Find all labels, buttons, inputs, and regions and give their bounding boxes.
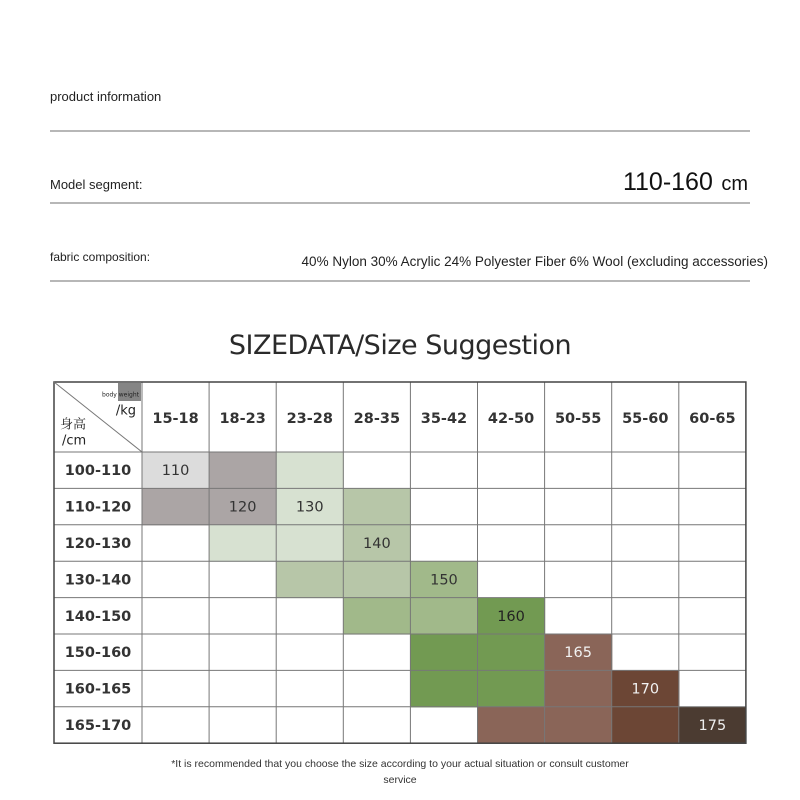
size-label: 130 bbox=[295, 499, 324, 516]
weight-column-header: 50-55 bbox=[554, 411, 602, 427]
corner-height-unit: /cm bbox=[62, 433, 87, 449]
size-label: 165 bbox=[564, 645, 592, 662]
height-row-header: 150-160 bbox=[64, 645, 132, 662]
size-region-cell bbox=[209, 452, 277, 489]
size-region-cell bbox=[410, 634, 478, 671]
size-region-cell bbox=[478, 634, 546, 671]
size-region-cell bbox=[343, 488, 411, 525]
size-region-cell bbox=[276, 525, 344, 562]
size-region-cell bbox=[343, 598, 411, 635]
weight-column-header: 42-50 bbox=[487, 411, 535, 427]
footnote-line-1: *It is recommended that you choose the size according to your actual situation or consult customer bbox=[171, 758, 629, 770]
size-label: 110 bbox=[161, 463, 190, 480]
height-row-header: 120-130 bbox=[64, 536, 132, 552]
height-row-header: 110-120 bbox=[64, 499, 132, 516]
size-region-cell bbox=[478, 670, 546, 707]
height-row-header: 130-140 bbox=[64, 572, 132, 589]
height-row-header: 160-165 bbox=[64, 681, 132, 698]
height-row-header: 140-150 bbox=[64, 608, 132, 625]
size-label: 160 bbox=[497, 608, 525, 625]
corner-weight-label: body weight bbox=[102, 391, 139, 399]
size-region-cell bbox=[612, 707, 680, 744]
weight-column-header: 55-60 bbox=[622, 411, 669, 427]
size-region-cell bbox=[276, 452, 344, 489]
size-region-cell bbox=[276, 561, 344, 598]
footnote-line-2: service bbox=[383, 774, 417, 786]
size-region-cell bbox=[142, 488, 210, 525]
corner-height-label: 身高 bbox=[60, 417, 87, 433]
size-region-cell bbox=[209, 525, 277, 562]
size-label: 170 bbox=[631, 681, 660, 698]
weight-column-header: 60-65 bbox=[689, 411, 736, 427]
model-segment-unit: cm bbox=[721, 173, 748, 195]
weight-column-header: 23-28 bbox=[286, 411, 333, 427]
height-row-header: 100-110 bbox=[64, 463, 132, 480]
size-region-cell bbox=[478, 707, 546, 744]
model-segment-label: Model segment: bbox=[50, 177, 143, 192]
weight-column-header: 18-23 bbox=[219, 411, 266, 427]
size-region-cell bbox=[545, 707, 613, 744]
height-row-header: 165-170 bbox=[64, 718, 132, 734]
size-label: 140 bbox=[363, 536, 391, 552]
size-label: 150 bbox=[430, 572, 458, 589]
weight-column-header: 35-42 bbox=[420, 411, 468, 427]
weight-column-header: 28-35 bbox=[353, 411, 401, 427]
fabric-composition-value: 40% Nylon 30% Acrylic 24% Polyester Fiber 6% Wool (excluding accessories) bbox=[301, 254, 768, 269]
size-region-cell bbox=[545, 670, 613, 707]
size-label: 175 bbox=[698, 718, 727, 734]
size-label: 120 bbox=[228, 499, 257, 516]
size-region-cell bbox=[410, 670, 478, 707]
fabric-composition-label: fabric composition: bbox=[50, 250, 151, 264]
corner-weight-unit: /kg bbox=[115, 403, 136, 419]
weight-column-header: 15-18 bbox=[152, 411, 199, 427]
size-region-cell bbox=[343, 561, 411, 598]
product-info-heading: product information bbox=[50, 89, 162, 104]
size-chart-title: SIZEDATA/Size Suggestion bbox=[228, 330, 572, 361]
size-region-cell bbox=[410, 598, 478, 635]
model-segment-value: 110-160 bbox=[622, 168, 713, 196]
